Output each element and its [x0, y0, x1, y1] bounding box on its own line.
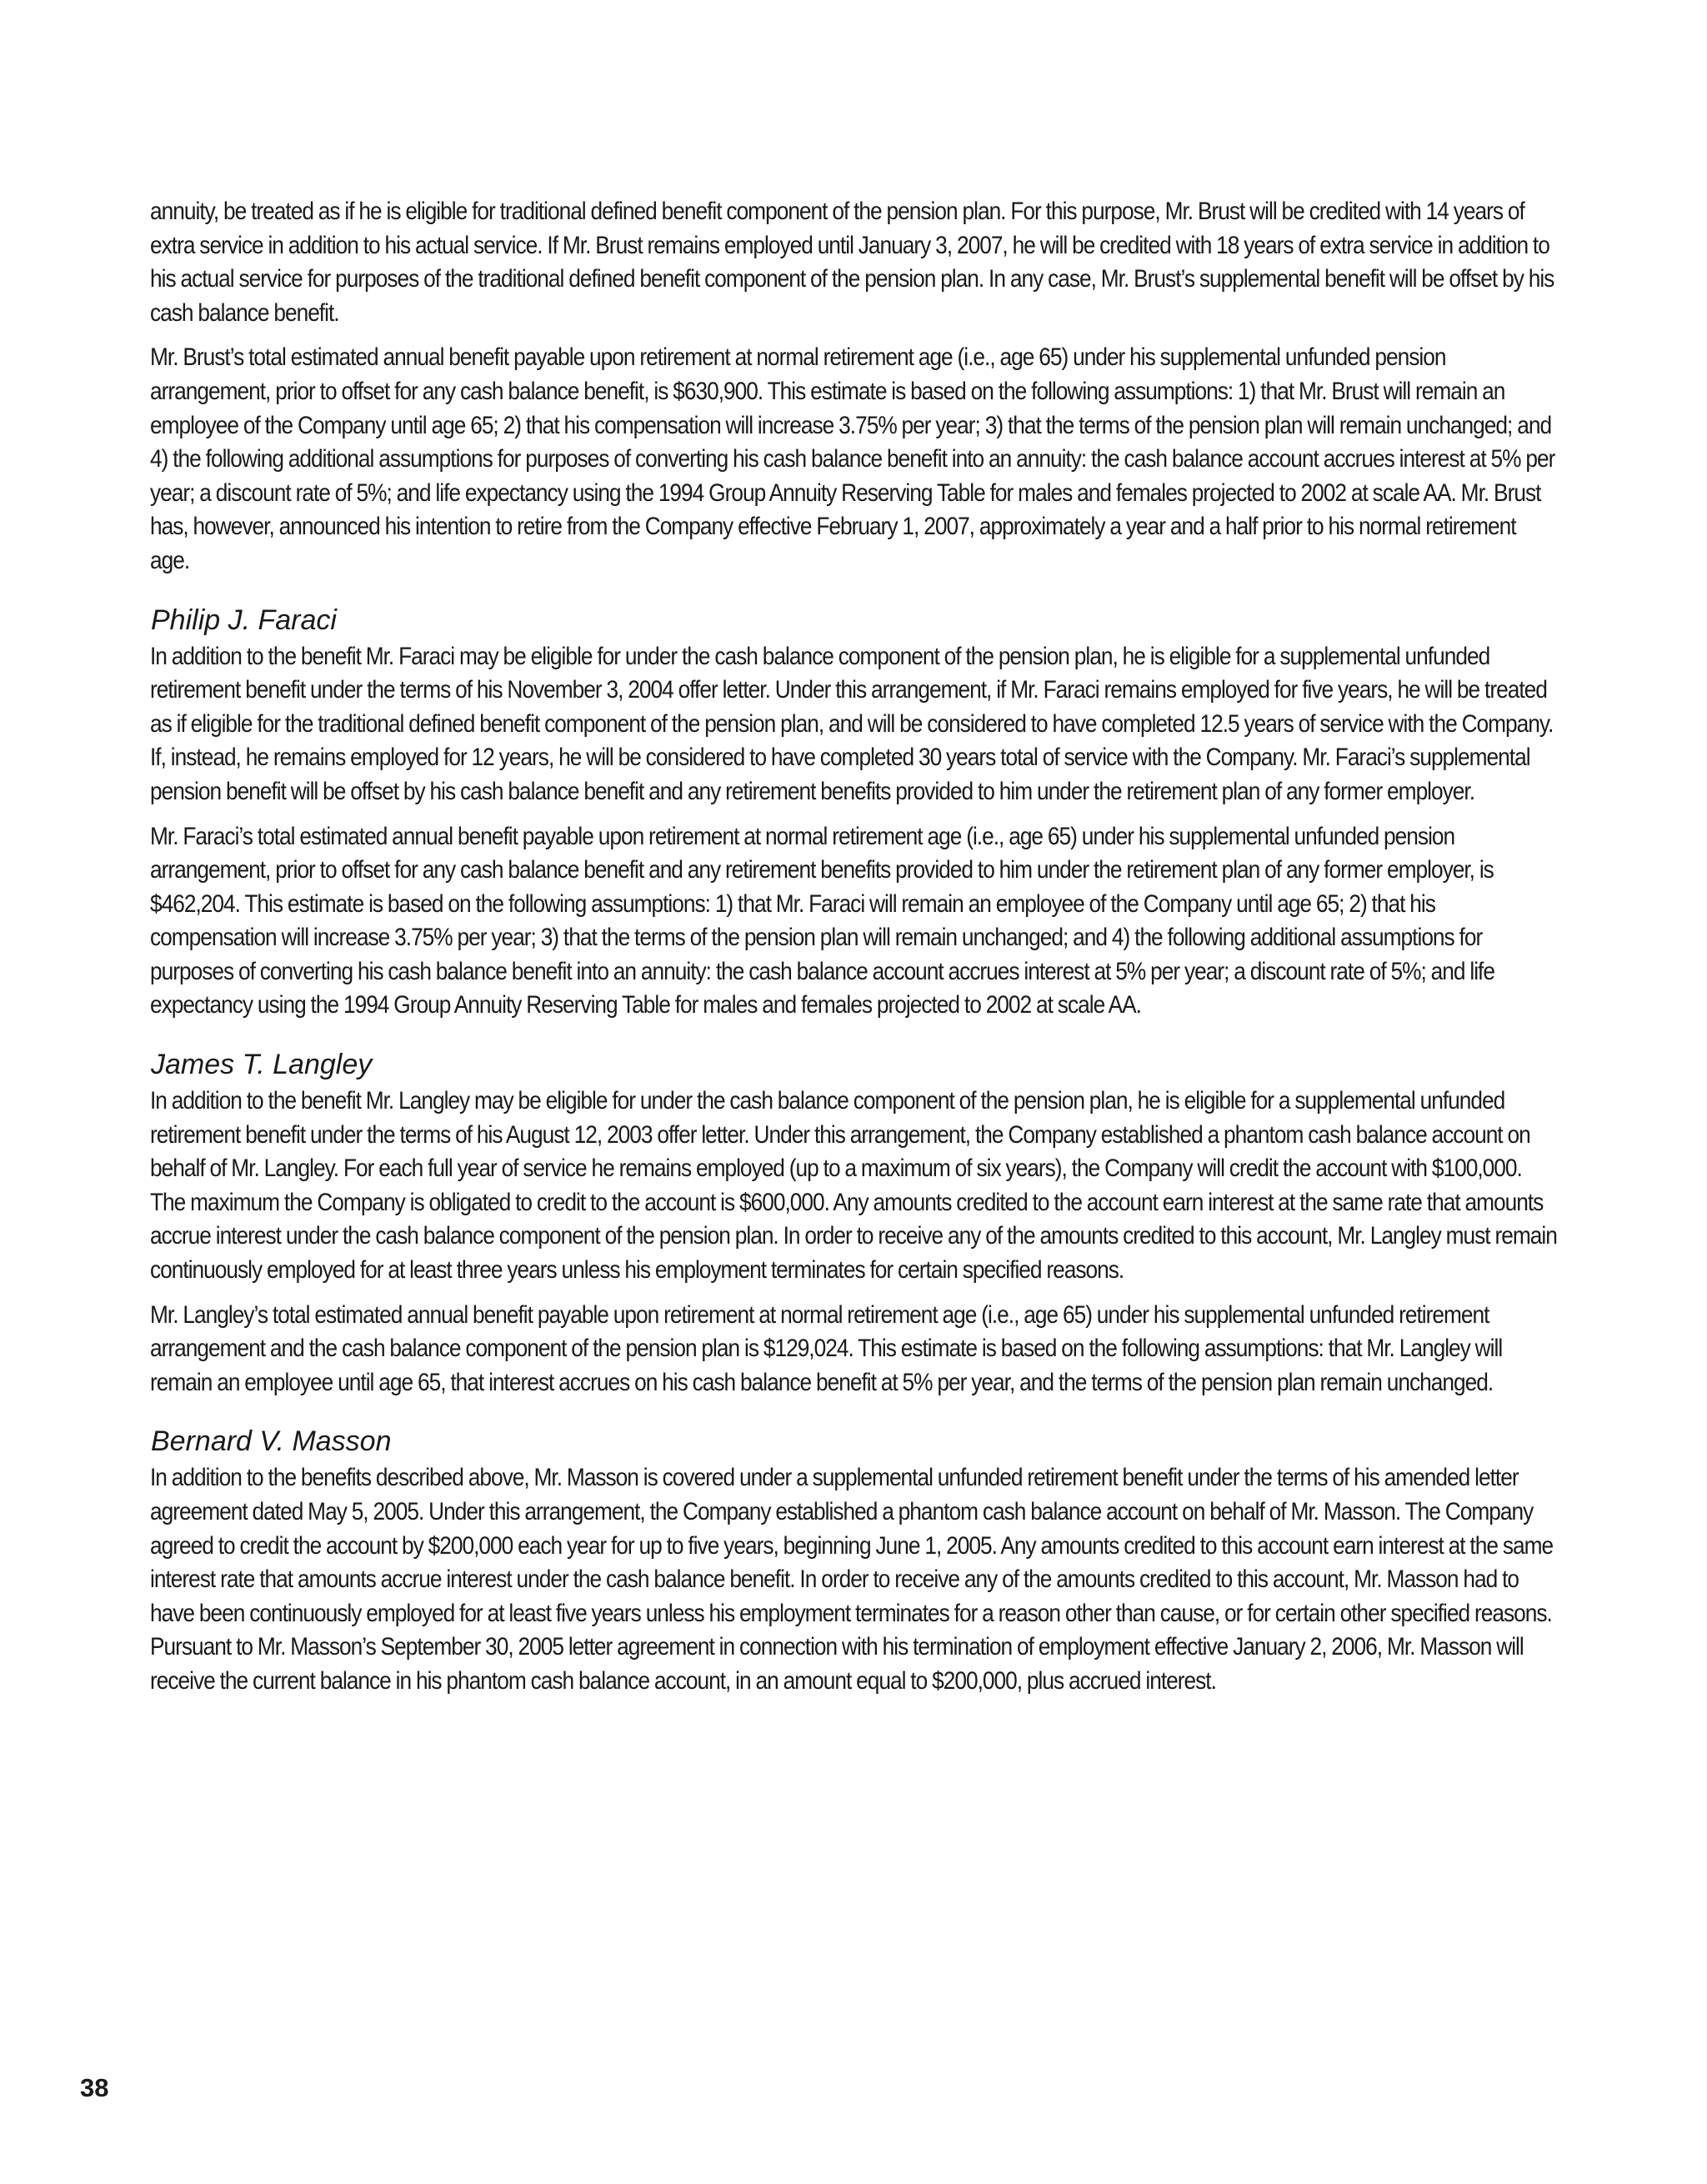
brust-paragraph-2: Mr. Brust’s total estimated annual benefit payable upon retirement at normal retirement age (i.e., age 65) under his supplemental unfunded pension arrangement, prior to offset for any cash balance benefit, is $630,900. This estimate is based on the following assumptions: 1) that Mr. Brust will remain an employee of the Company until age 65; 2) that his compensation will increase 3.75% per year; 3) that the terms of the pension plan will remain unchanged; and 4) the following additional assumptions for purposes of converting his cash balance benefit into an annuity: the cash balance account accrues interest at 5% per year; a discount rate of 5%; and life expectancy using the 1994 Group Annuity Reserving Table for males and females projected to 2002 at scale AA. Mr. Brust has, however, announced his intention to retire from the Company effective February 1, 2007, approximately a year and a half prior to his normal retirement age.	[150, 344, 1555, 574]
page-content	[150, 195, 1559, 1710]
section-heading-faraci: Philip J. Faraci	[151, 604, 337, 636]
section-heading-masson: Bernard V. Masson	[151, 1425, 392, 1458]
langley-paragraph-1: In addition to the benefit Mr. Langley may be eligible for under the cash balance component of the pension plan, he is eligible for a supplemental unfunded retirement benefit under the terms of his August 12, 2003 offer letter. Under this arrangement, the Company established a phantom cash balance account on behalf of Mr. Langley. For each full year of service he remains employed (up to a maximum of six years), the Company will credit the account with $100,000. The maximum the Company is obligated to credit to the account is $600,000. Any amounts credited to the account earn interest at the same rate that amounts accrue interest under the cash balance component of the pension plan. In order to receive any of the amounts credited to this account, Mr. Langley must remain continuously employed for at least three years unless his employment terminates for certain specified reasons.	[150, 1088, 1557, 1285]
faraci-paragraph-2: Mr. Faraci’s total estimated annual benefit payable upon retirement at normal retirement age (i.e., age 65) under his supplemental unfunded pension arrangement, prior to offset for any cash balance benefit and any retirement benefits provided to him under the retirement plan of any former employer, is $462,204. This estimate is based on the following assumptions: 1) that Mr. Faraci will remain an employee of the Company until age 65; 2) that his compensation will increase 3.75% per year; 3) that the terms of the pension plan will remain unchanged; and 4) the following additional assumptions for purposes of converting his cash balance benefit into an annuity: the cash balance account accrues interest at 5% per year; a discount rate of 5%; and life expectancy using the 1994 Group Annuity Reserving Table for males and females projected to 2002 at scale AA.	[150, 823, 1494, 1019]
section-langley	[150, 1048, 1559, 1400]
section-heading-langley: James T. Langley	[151, 1049, 373, 1081]
masson-paragraph-1: In addition to the benefits described above, Mr. Masson is covered under a supplemental unfunded retirement benefit under the terms of his amended letter agreement dated May 5, 2005. Under this arrangement, the Company established a phantom cash balance account on behalf of Mr. Masson. The Company agreed to credit the account by $200,000 each year for up to five years, beginning June 1, 2005. Any amounts credited to this account earn interest at the same interest rate that amounts accrue interest under the cash balance benefit. In order to receive any of the amounts credited to this account, Mr. Masson had to have been continuously employed for at least five years unless his employment terminates for a reason other than cause, or for certain other specified reasons. Pursuant to Mr. Masson’s September 30, 2005 letter agreement in connection with his termination of employment effective January 2, 2006, Mr. Masson will receive the current balance in his phantom cash balance account, in an amount equal to $200,000, plus accrued interest.	[150, 1465, 1554, 1695]
brust-paragraph-1: annuity, be treated as if he is eligible for traditional defined benefit component of the pension plan. For this purpose, Mr. Brust will be credited with 14 years of extra service in addition to his actual service. If Mr. Brust remains employed until January 3, 2007, he will be credited with 18 years of extra service in addition to his actual service for purposes of the traditional defined benefit component of the pension plan. In any case, Mr. Brust’s supplemental benefit will be offset by his cash balance benefit.	[150, 198, 1554, 327]
section-faraci	[150, 604, 1559, 1024]
section-masson	[150, 1425, 1559, 1698]
faraci-paragraph-1: In addition to the benefit Mr. Faraci may be eligible for under the cash balance component of the pension plan, he is eligible for a supplemental unfunded retirement benefit under the terms of his November 3, 2004 offer letter. Under this arrangement, if Mr. Faraci remains employed for five years, he will be treated as if eligible for the traditional defined benefit component of the pension plan, and will be considered to have completed 12.5 years of service with the Company. If, instead, he remains employed for 12 years, he will be considered to have completed 30 years total of service with the Company. Mr. Faraci’s supplemental pension benefit will be offset by his cash balance benefit and any retirement benefits provided to him under the retirement plan of any former employer.	[150, 643, 1554, 805]
page-number: 38	[80, 2073, 109, 2102]
langley-paragraph-2: Mr. Langley’s total estimated annual benefit payable upon retirement at normal retirement age (i.e., age 65) under his supplemental unfunded retirement arrangement and the cash balance component of the pension plan is $129,024. This estimate is based on the following assumptions: that Mr. Langley will remain an employee until age 65, that interest accrues on his cash balance benefit at 5% per year, and the terms of the pension plan remain unchanged.	[150, 1301, 1503, 1396]
